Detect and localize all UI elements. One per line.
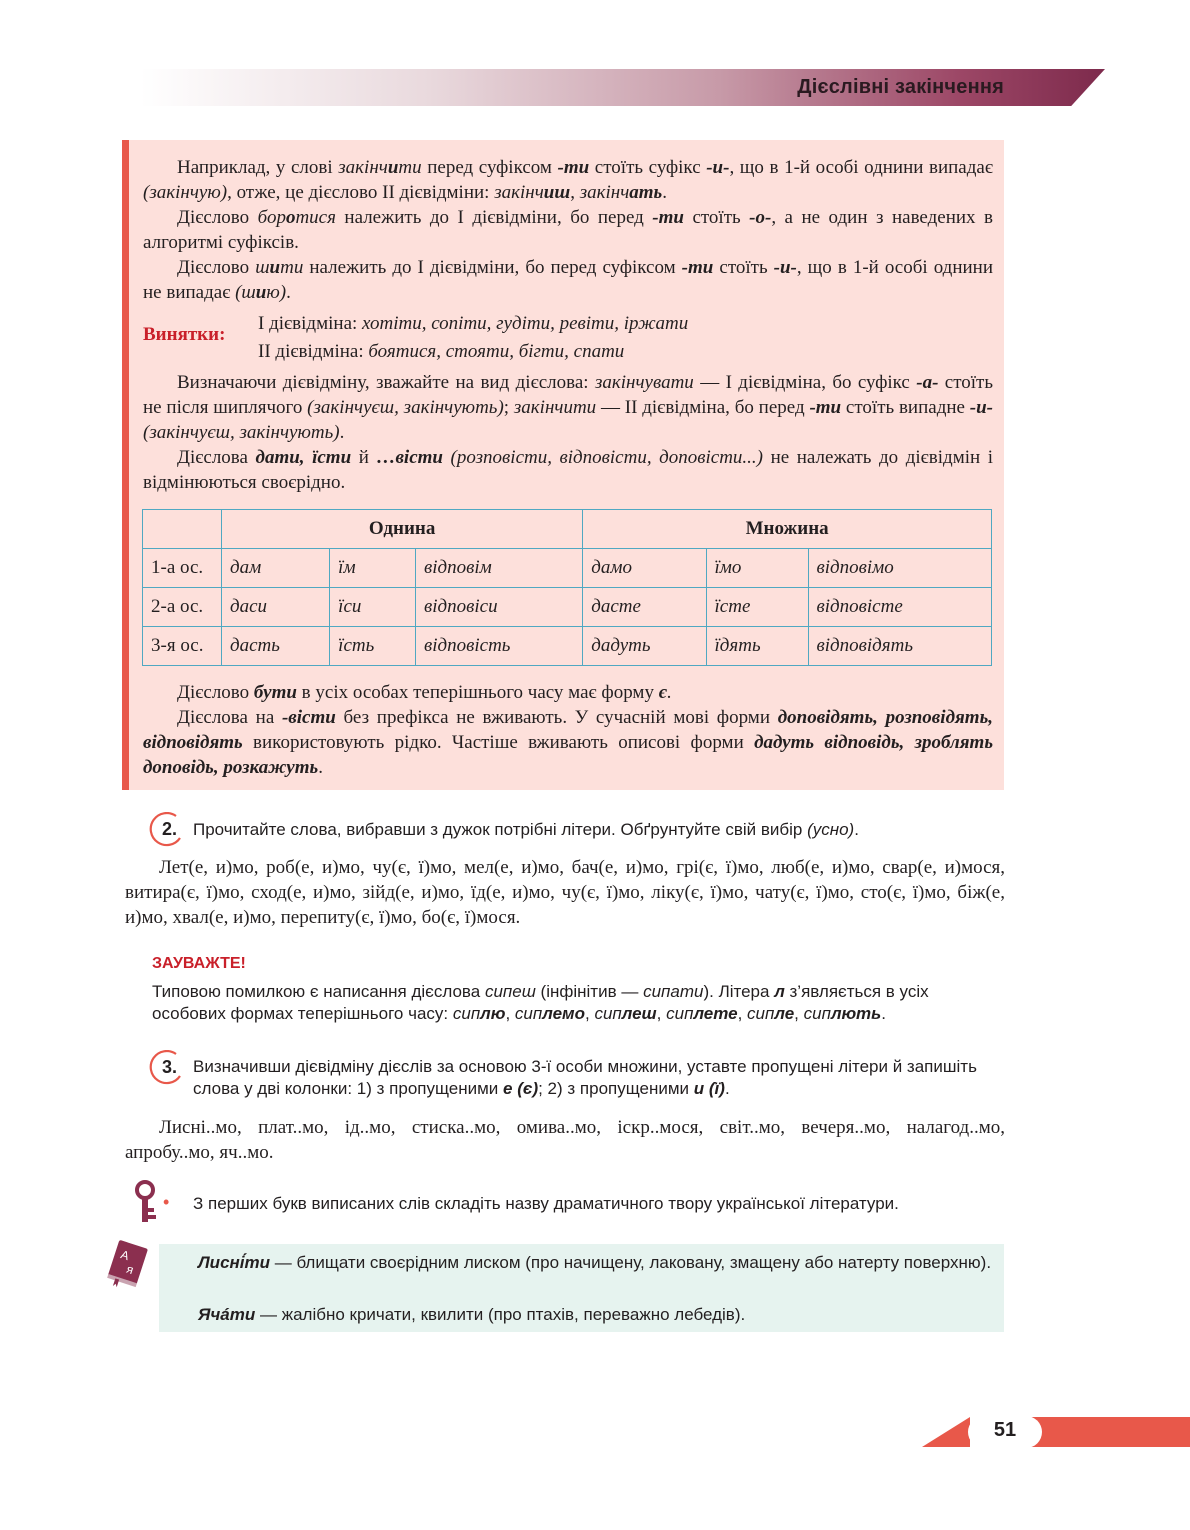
table-cell: даси — [222, 588, 330, 627]
rule-text-block-2 — [143, 370, 993, 495]
rule-paragraph-2: Дієслово боротися належить до І дієвідміни, бо перед -ти стоїть -о-, а не один з наведених в алгоритмі суфіксів. — [143, 207, 994, 253]
table-cell: їдять — [706, 627, 808, 666]
rule-paragraph-3: Дієслово шити належить до І дієвідміни, бо перед суфіксом -ти стоїть -и-, що в 1-й особі однини не випадає (шию). — [143, 257, 994, 303]
exercise-3-bullet-task: З перших букв виписаних слів складіть назву драматичного твору української літератури. — [193, 1194, 899, 1213]
table-cell: їсть — [330, 627, 416, 666]
table-cell-person: 1-а ос. — [143, 549, 222, 588]
table-cell: їсте — [706, 588, 808, 627]
rule-box-accent-bar — [122, 140, 129, 790]
rule-paragraph-6: Дієслово бути в усіх особах теперішнього часу має форму є. — [177, 682, 672, 703]
svg-text:я: я — [124, 1261, 136, 1278]
rule-paragraph-1: Наприклад, у слові закінчити перед суфіксом -ти стоїть суфікс -и-, що в 1-й особі однини випадає (закінчую), отже, це дієслово ІІ дієвідміни: закінчиш, закінчать. — [143, 157, 993, 203]
table-cell-person: 2-а ос. — [143, 588, 222, 627]
table-cell: їм — [330, 549, 416, 588]
table-header-empty — [143, 510, 222, 549]
page-section-title: Дієслівні закінчення — [797, 76, 1004, 98]
table-cell: відповісте — [808, 588, 991, 627]
exercise-2-words: Лет(е, и)мо, роб(е, и)мо, чу(є, ї)мо, мел(е, и)мо, бач(е, и)мо, грі(є, ї)мо, люб(е, и)мо, свар(е, и)мося, витира(є, ї)мо, сход(е, и)мо, зійд(е, и)мо, їд(е, и)мо, чу(є, ї)мо, ліку(є, ї)мо, чату(є, ї)мо, сто(є, ї)мо, біж(е, и)мо, хвал(е, и)мо, перепиту(є, ї)мо, бо(є, ї)мося. — [125, 857, 1005, 928]
table-cell: дамо — [583, 549, 706, 588]
table-header-plural: Множина — [583, 510, 992, 549]
dictionary-book-icon — [102, 1239, 150, 1291]
table-cell: відповімо — [808, 549, 991, 588]
rule-text-block-1 — [143, 155, 993, 305]
svg-text:А: А — [119, 1247, 131, 1264]
table-cell: дасть — [222, 627, 330, 666]
note-text: Типовою помилкою є написання дієслова сипеш (інфінітив — сипати). Літера л з’являється в усіх особових формах теперішнього часу: сиплю, сиплемо, сиплеш, сиплете, сипле, сиплють. — [152, 982, 929, 1023]
table-cell: дам — [222, 549, 330, 588]
rule-text-block-3 — [143, 680, 993, 780]
table-cell: відповіси — [415, 588, 582, 627]
table-cell: відповім — [415, 549, 582, 588]
rule-paragraph-7: Дієслова на -вісти без префікса не вживають. У сучасній мові форми доповідять, розповідять, відповідять використовують рідко. Частіше вживають описові форми дадуть відповідь, зроблять доповідь, розкажуть. — [143, 707, 994, 778]
rule-paragraph-4: Визначаючи дієвідміну, зважайте на вид дієслова: закінчувати — І дієвідміна, бо суфікс -а- стоїть не після шиплячого (закінчуєш, закінчують); закінчити — ІІ дієвідміна, бо перед -ти стоїть випадне -и- (закінчуєш, закінчують). — [143, 372, 994, 443]
key-icon — [130, 1180, 160, 1224]
table-row — [143, 549, 992, 588]
exceptions-line-1: І дієвідміна: хотіти, сопіти, гудіти, ревіти, іржати — [258, 313, 689, 334]
dictionary-entry-1: Лисні́ти — блищати своєрідним лиском (про начищену, лаковану, змащену або натерту поверхню). — [198, 1253, 992, 1272]
exercise-3-task: Визначивши дієвідміну дієслів за основою 3-ї особи множини, уставте пропущені літери й запишіть слова у дві колонки: 1) з пропущеними е (є); 2) з пропущеними и (ї). — [193, 1057, 977, 1098]
table-cell: дасте — [583, 588, 706, 627]
note-title: ЗАУВАЖТЕ! — [152, 955, 246, 972]
exercise-3-words: Лисні..мо, плат..мо, ід..мо, стиска..мо, омива..мо, іскр..мося, світ..мо, вечеря..мо, налагод..мо, апробу..мо, яч..мо. — [125, 1117, 1005, 1163]
table-cell: їмо — [706, 549, 808, 588]
table-cell: дадуть — [583, 627, 706, 666]
table-cell-person: 3-я ос. — [143, 627, 222, 666]
exercise-3-number: 3. — [162, 1057, 178, 1077]
exceptions-line-2: ІІ дієвідміна: боятися, стояти, бігти, спати — [258, 341, 625, 362]
table-row — [143, 588, 992, 627]
exercise-2-task: Прочитайте слова, вибравши з дужок потрібні літери. Обґрунтуйте свій вибір (усно). — [193, 820, 859, 839]
table-header-singular: Однина — [222, 510, 583, 549]
verb-forms-table — [142, 509, 992, 666]
exercise-2-number: 2. — [162, 819, 178, 839]
table-header-row — [143, 510, 992, 549]
page-number: 51 — [993, 1419, 1017, 1441]
table-cell: їси — [330, 588, 416, 627]
table-cell: відповість — [415, 627, 582, 666]
table-cell: відповідять — [808, 627, 991, 666]
table-row — [143, 627, 992, 666]
rule-paragraph-5: Дієслова дати, їсти й …вісти (розповісти, відповісти, доповісти...) не належать до дієвідмін і відмінюються своєрідно. — [143, 447, 994, 493]
exceptions-label: Винятки: — [143, 324, 226, 345]
page-number-bar — [1030, 1417, 1190, 1447]
bullet-dot: • — [163, 1192, 170, 1212]
dictionary-entry-2: Ячáти — жалібно кричати, квилити (про птахів, переважно лебедів). — [198, 1305, 746, 1324]
page-number-triangle — [922, 1417, 970, 1447]
